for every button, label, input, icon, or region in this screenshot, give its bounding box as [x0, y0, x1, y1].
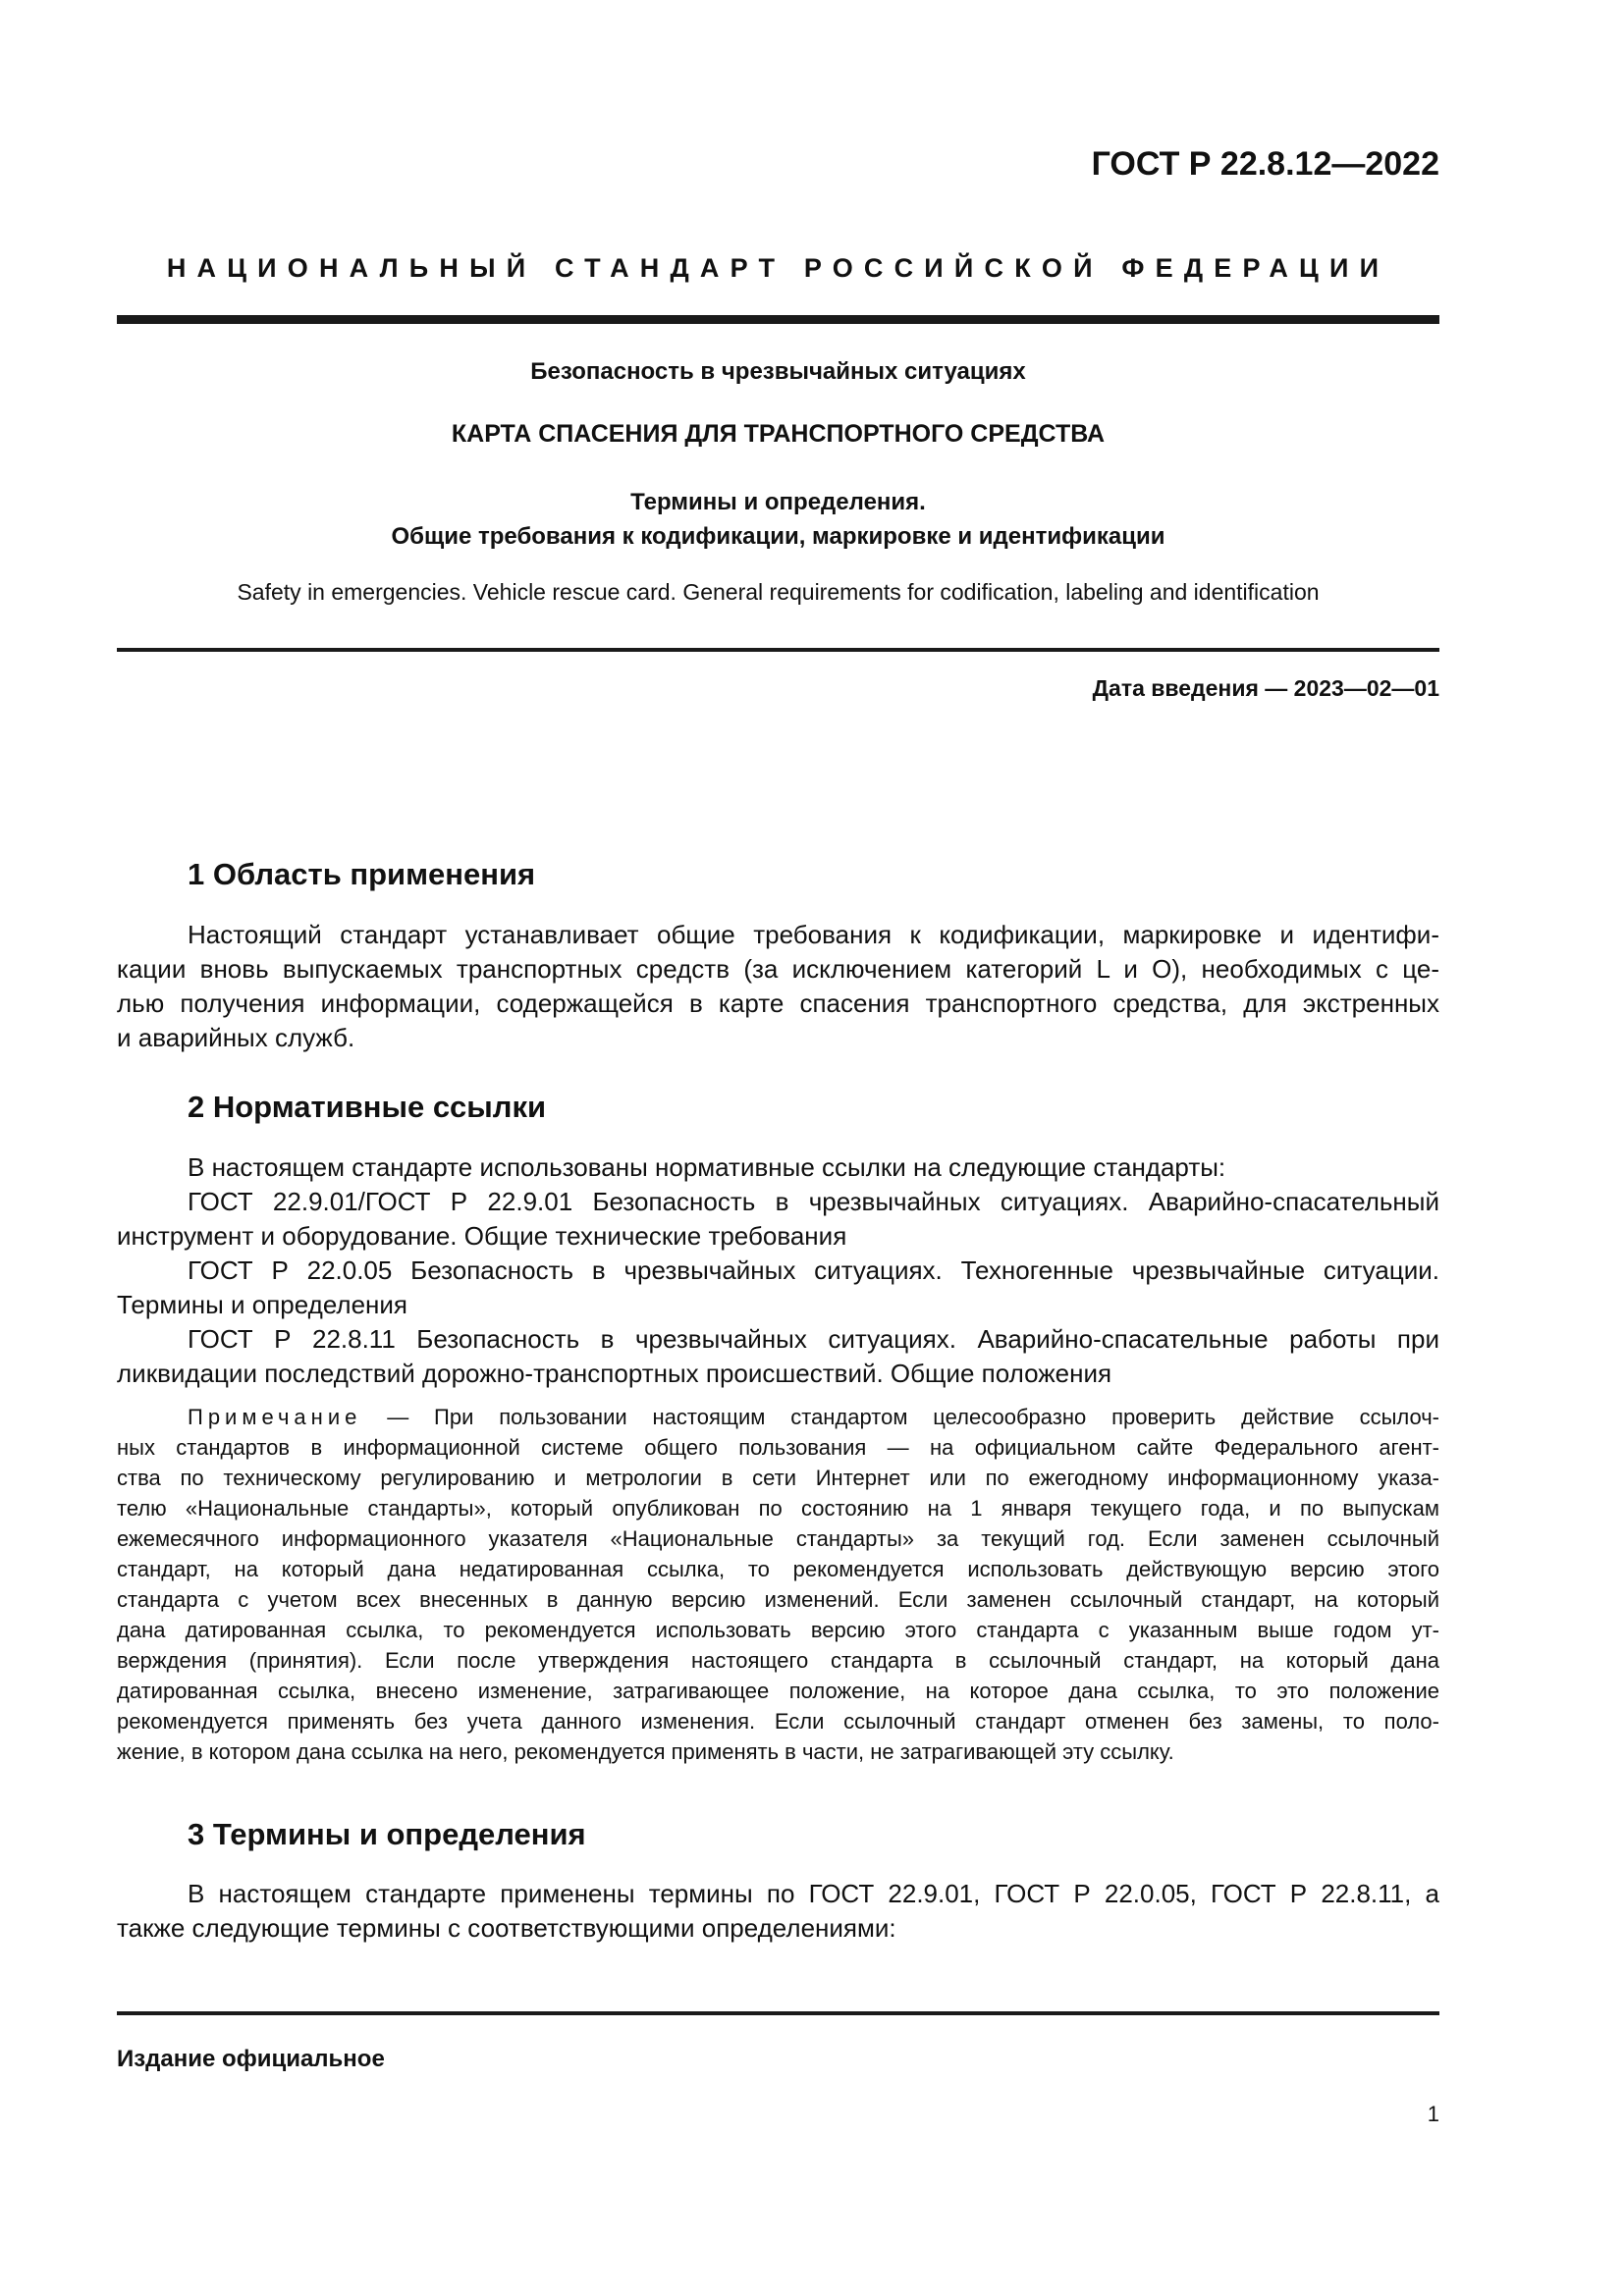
title-line-3b: Общие требования к кодификации, маркировке и идентификации — [391, 523, 1165, 550]
note-text: — При пользовании настоящим стандартом целесообразно проверить действие ссылоч- — [361, 1405, 1439, 1429]
note-line: ных стандартов в информационной системе общего пользования — на официальном сайте Федерального агент- — [117, 1435, 1439, 1460]
section-3-line: В настоящем стандарте применены термины по ГОСТ 22.9.01, ГОСТ Р 22.0.05, ГОСТ Р 22.8.11, а — [188, 1879, 1439, 1908]
section-2-line: Термины и определения — [117, 1290, 408, 1319]
section-2-line: инструмент и оборудование. Общие технические требования — [117, 1221, 847, 1251]
title-rule — [117, 648, 1439, 652]
note-line: ства по техническому регулированию и метрологии в сети Интернет или по ежегодному информационному указа- — [117, 1466, 1439, 1490]
note-line: ежемесячного информационного указателя «Национальные стандарты» за текущий год. Если заменен ссылочный — [117, 1526, 1439, 1551]
section-2-line: ГОСТ Р 22.0.05 Безопасность в чрезвычайных ситуациях. Техногенные чрезвычайные ситуации. — [188, 1255, 1439, 1285]
national-standard-banner: НАЦИОНАЛЬНЫЙ СТАНДАРТ РОССИЙСКОЙ ФЕДЕРАЦИИ — [166, 253, 1390, 283]
note-line: телю «Национальные стандарты», который опубликован по состоянию на 1 января текущего года, и по выпускам — [117, 1496, 1439, 1521]
footer-rule — [117, 2011, 1439, 2015]
page-number: 1 — [1427, 2102, 1439, 2126]
section-1-line: и аварийных служб. — [117, 1023, 355, 1052]
section-2-line: ГОСТ Р 22.8.11 Безопасность в чрезвычайных ситуациях. Аварийно-спасательные работы при — [188, 1324, 1439, 1354]
note-line: верждения (принятия). Если после утверждения настоящего стандарта в ссылочный стандарт, на который дана — [117, 1648, 1439, 1673]
title-line-1: Безопасность в чрезвычайных ситуациях — [530, 358, 1026, 385]
standard-code: ГОСТ Р 22.8.12—2022 — [1091, 145, 1439, 183]
note-line: датированная ссылка, внесено изменение, затрагивающее положение, на которое дана ссылка, то это положение — [117, 1679, 1439, 1703]
title-line-3a: Термины и определения. — [630, 489, 926, 515]
note-first-line — [188, 1405, 1439, 1430]
section-3-line: также следующие термины с соответствующими определениями: — [117, 1913, 896, 1943]
section-1-line: кации вновь выпускаемых транспортных средств (за исключением категорий L и O), необходимых с це- — [117, 954, 1439, 984]
section-3-heading: 3 Термины и определения — [188, 1817, 586, 1851]
introduction-date: Дата введения — 2023—02—01 — [1092, 675, 1439, 701]
english-title: Safety in emergencies. Vehicle rescue card. General requirements for codification, labeling and identification — [237, 579, 1320, 605]
title-line-2: КАРТА СПАСЕНИЯ ДЛЯ ТРАНСПОРТНОГО СРЕДСТВА — [451, 420, 1106, 448]
note-line: дана датированная ссылка, то рекомендуется использовать версию этого стандарта с указанным выше годом ут- — [117, 1618, 1439, 1642]
document-page — [117, 0, 1439, 2296]
section-1-heading: 1 Область применения — [188, 857, 536, 891]
section-1-line: лью получения информации, содержащейся в карте спасения транспортного средства, для экстренных — [117, 988, 1439, 1018]
note-line: жение, в котором дана ссылка на него, рекомендуется применять в части, не затрагивающей эту ссылку. — [117, 1739, 1174, 1764]
official-edition-label: Издание официальное — [117, 2046, 385, 2072]
header-rule — [117, 315, 1439, 324]
note-line: рекомендуется применять без учета данного изменения. Если ссылочный стандарт отменен без замены, то поло- — [117, 1709, 1439, 1734]
section-2-line: ГОСТ 22.9.01/ГОСТ Р 22.9.01 Безопасность в чрезвычайных ситуациях. Аварийно-спасательный — [188, 1187, 1439, 1216]
note-line: стандарт, на который дана недатированная ссылка, то рекомендуется использовать действующую версию этого — [117, 1557, 1439, 1581]
note-label: Примечание — [188, 1405, 362, 1429]
section-2-heading: 2 Нормативные ссылки — [188, 1090, 547, 1124]
section-2-line: ликвидации последствий дорожно-транспортных происшествий. Общие положения — [117, 1359, 1112, 1388]
note-line: стандарта с учетом всех внесенных в данную версию изменений. Если заменен ссылочный стандарт, на который — [117, 1587, 1439, 1612]
title-line-3 — [117, 485, 1439, 554]
section-2-line: В настоящем стандарте использованы нормативные ссылки на следующие стандарты: — [188, 1152, 1226, 1182]
section-1-line: Настоящий стандарт устанавливает общие требования к кодификации, маркировке и идентифи- — [188, 920, 1439, 949]
